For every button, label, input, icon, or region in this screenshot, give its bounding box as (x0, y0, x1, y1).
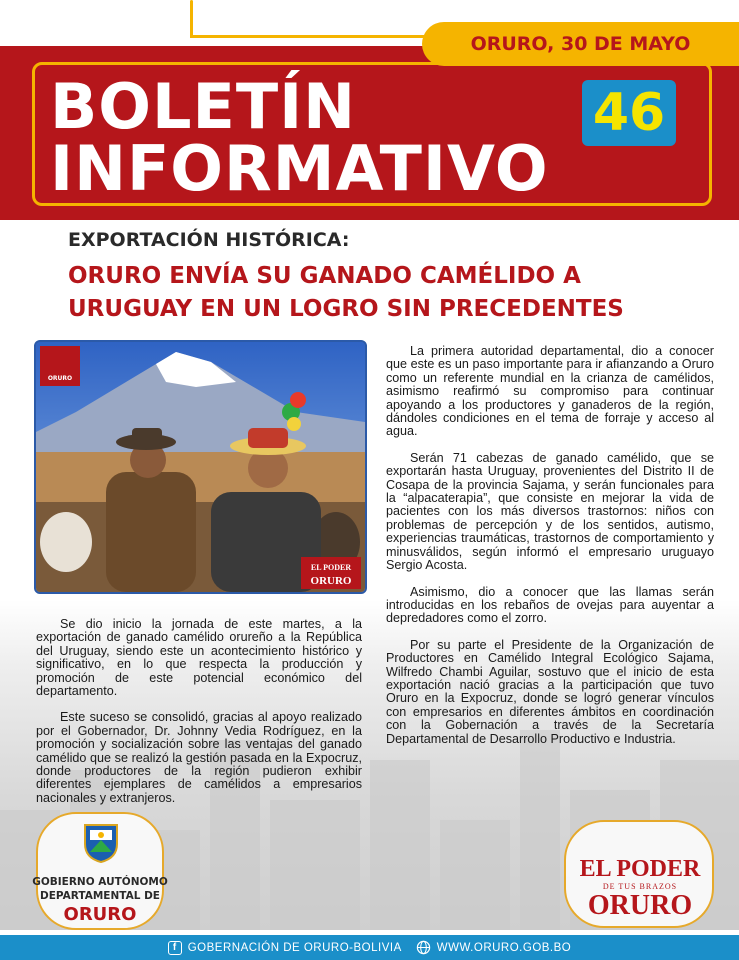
left-paragraph-1: Se dio inicio la jornada de este martes, a la exportación de ganado camélido orureño a la República del Uruguay, siendo este un acontecimiento histórico y significativo, en lo que respecta la producción y promoción de este potencial económico del departamento. (36, 617, 362, 699)
bulletin-title (50, 70, 549, 205)
el-poder-logo-line1: EL PODER (579, 856, 701, 882)
globe-icon (416, 940, 431, 955)
facebook-icon: f (168, 941, 182, 955)
issue-number: 46 (592, 83, 666, 143)
footer-bar (0, 935, 739, 960)
issue-number-badge (582, 80, 676, 146)
photo-illustration (36, 342, 365, 592)
article-left-column (36, 618, 362, 818)
date-text: ORURO, 30 DE MAYO (470, 33, 691, 55)
article-headline: ORURO ENVÍA SU GANADO CAMÉLIDO A URUGUAY EN UN LOGRO SIN PRECEDENTES (68, 263, 624, 322)
coat-of-arms-icon (82, 822, 120, 864)
el-poder-logo (560, 820, 720, 930)
bulletin-title-line1: BOLETÍN (50, 70, 357, 143)
right-paragraph-2: Serán 71 cabezas de ganado camélido, que se exportarán hasta Uruguay, provenientes del Distrito II de Cosapa de la provincia Sajama, y serán funcionales para la “alpacaterapia”, que consiste en mejorar la vida de pacientes con los más diversos trastornos: niños con problemas de percepción y de los sentidos, autismo, experiencias traumáticas, trastornos de comportamiento y minusválidos, según informó el empresario uruguayo Sergio Acosta. (386, 450, 714, 573)
article-right-column (386, 345, 714, 759)
right-paragraph-1: La primera autoridad departamental, dio a conocer que este es un paso importante para ir afianzando a Oruro como un referente mundial en la crianza de camélidos, asimismo reafirmó su compromiso para continuar apoyando a los productores y ganaderos de la región, dándoles condiciones en el tema de forraje y acceso al agua. (386, 344, 714, 439)
photo-overlay-logo-label: ORURO (47, 375, 73, 382)
article-photo (34, 340, 367, 594)
footer-facebook-link[interactable] (168, 941, 402, 955)
article-kicker: EXPORTACIÓN HISTÓRICA: (68, 229, 350, 251)
gobierno-logo-line3: ORURO (63, 904, 137, 925)
gobierno-logo (20, 806, 180, 934)
date-badge (422, 22, 739, 66)
bulletin-title-line2: INFORMATIVO (50, 132, 549, 205)
el-poder-logo-line3: ORURO (587, 890, 693, 921)
photo-overlay-brand-line1: EL PODER (310, 563, 352, 572)
right-paragraph-3: Asimismo, dio a conocer que las llamas serán introducidas en los rebaños de ovejas para auyentar a depredadores como el zorro. (386, 584, 714, 626)
left-paragraph-2: Este suceso se consolidó, gracias al apoyo realizado por el Gobernador, Dr. Johnny Vedia Rodríguez, en la promoción y socialización sobre las ventajas del ganado camélido que se realizó la gestión pasada en la Expocruz, donde productores de la región pudieron exhibir diferentes ejemplares de camélidos a empresarios nacionales y extranjeros. (36, 710, 362, 805)
right-paragraph-4: Por su parte el Presidente de la Organización de Productores en Camélido Integral Ecológico Sajama, Wilfredo Chambi Aguilar, sostuvo que el inicio de esta exportación nació gracias a la participación que tuvo Oruro en la Expocruz, donde se logró generar vínculos con empresarios en diferentes ámbitos en coordinación con la Gobernación a través de la Secretaría Departamental de Desarrollo Productivo e Industria. (386, 637, 714, 746)
top-accent-line (190, 0, 193, 38)
gobierno-logo-line2: DEPARTAMENTAL DE (40, 890, 160, 902)
footer-website-link[interactable] (416, 940, 572, 955)
el-poder-logo-line2: DE TUS BRAZOS (602, 882, 678, 891)
footer-facebook-label: GOBERNACIÓN DE ORURO-BOLIVIA (187, 941, 402, 954)
photo-overlay-brand-line2: ORURO (310, 575, 352, 587)
gobierno-logo-line1: GOBIERNO AUTÓNOMO (32, 876, 168, 888)
footer-website-label: WWW.ORURO.GOB.BO (436, 941, 572, 954)
